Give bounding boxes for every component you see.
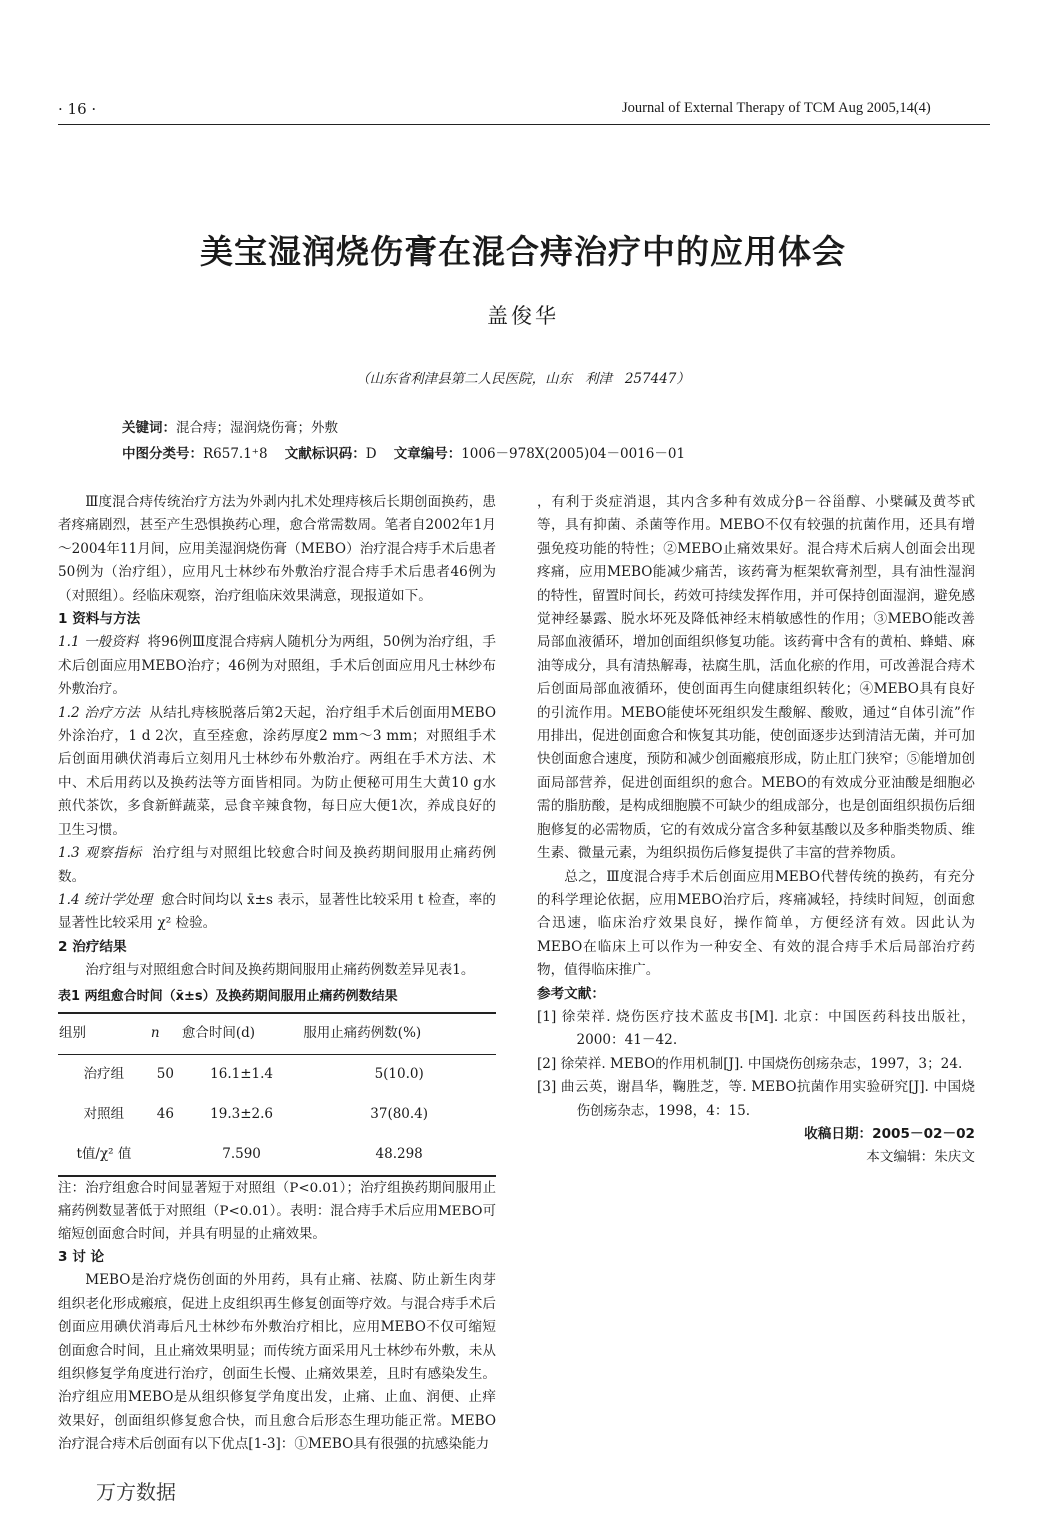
clc-label: 中图分类号： [122,446,203,462]
reference-item: [1] 徐荣祥. 烧伤医疗技术蓝皮书[M]. 北京：中国医药科技出版社，2000：41－42. [537,1008,975,1049]
doc-code-value: D [365,446,377,462]
table-cell: 治疗组 [83,1066,125,1083]
doc-code-label: 文献标识码： [284,446,366,462]
table-cell: 7.590 [222,1146,261,1163]
section-2-heading: 2 治疗结果 [58,938,127,955]
table-cell: 48.298 [375,1146,423,1163]
wanfang-watermark: 万方数据 [96,1480,176,1504]
references-heading: 参考文献： [537,985,605,1002]
section-3-heading: 3 讨 论 [58,1248,105,1265]
discussion-paragraph: MEBO是治疗烧伤创面的外用药，具有止痛、祛腐、防止新生肉芽组织老化形成瘢痕，促进上皮组织再生修复创面等疗效。与混合痔手术后创面应用碘伏消毒后凡士林纱布外敷治疗相比，应用MEBO不仅可缩短创面愈合时间，且止痛效果明显；而传统方面采用凡士林纱布外敷，未从组织修复学角度进行治疗，创面生长慢、止痛效果差，且时有感染发生。治疗组应用MEBO是从组织修复学角度出发，止痛、止血、润便、止痒效果好，创面组织修复愈合快，而且愈合后形态生理功能正常。MEBO治疗混合痔术后创面有以下优点[1-3]：①MEBO具有很强的抗感染能力 [58,1272,496,1453]
table-header-cell: 服用止痛药例数(%) [303,1025,422,1042]
article-title: 美宝湿润烧伤膏在混合痔治疗中的应用体会 [200,232,846,271]
subsection-1-4-title: 1.4 统计学处理 [58,891,153,908]
table-cell: 19.3±2.6 [210,1106,273,1123]
results-table [58,1012,496,1177]
article-metadata [122,415,685,467]
reference-item: [3] 曲云英，谢昌华，鞠胜芝，等. MEBO抗菌作用实验研究[J]. 中国烧伤创疡杂志，1998，4：15. [537,1079,975,1119]
article-author: 盖俊华 [487,304,559,328]
page-number: · 16 · [58,100,97,118]
table-cell: 50 [156,1066,174,1083]
table-cell: 16.1±1.4 [210,1066,273,1083]
keywords-line [122,415,685,441]
table-cell: 5(10.0) [374,1066,424,1083]
subsection-1-3-title: 1.3 观察指标 [58,845,143,862]
article-id-value: 1006－978X(2005)04－0016－01 [461,446,686,462]
classification-line [122,441,685,467]
reference-item: [2] 徐荣祥. MEBO的作用机制[J]. 中国烧伤创疡杂志，1997，3；24. [537,1055,963,1072]
subsection-1-2 [58,702,496,842]
table-header-cell: n [150,1025,160,1042]
table-header-cell: 愈合时间(d) [181,1025,256,1042]
editor-credit: 本文编辑：朱庆文 [866,1149,975,1166]
subsection-1-1 [58,631,496,701]
keywords-label: 关键词： [122,420,176,436]
table-row [58,1054,496,1095]
table-cell [150,1135,181,1176]
table-cell: 对照组 [83,1106,125,1123]
section-1-heading: 1 资料与方法 [58,611,141,628]
table-cell: 37(80.4) [370,1106,429,1123]
table-cell: 46 [156,1106,174,1123]
keywords-value: 混合痔；湿润烧伤膏；外敷 [176,420,338,436]
subsection-1-1-title: 1.1 一般资料 [58,634,139,651]
table-header-row [58,1013,496,1055]
conclusion-paragraph: 总之，Ⅲ度混合痔手术后创面应用MEBO代替传统的换药，有充分的科学理论依据，应用MEBO治疗后，疼痛减轻，持续时间短，创面愈合迅速，临床治疗效果良好，操作简单，方便经济有效。因此认为MEBO在临床上可以作为一种安全、有效的混合痔手术后局部治疗药物，值得临床推广。 [537,868,975,979]
table-note: 注：治疗组愈合时间显著短于对照组（P<0.01）；治疗组换药期间服用止痛药例数显著低于对照组（P<0.01）。表明：混合痔手术后应用MEBO可缩短创面愈合时间，并具有明显的止痛效果。 [58,1180,496,1242]
references-list [537,1006,975,1123]
subsection-1-3 [58,842,496,889]
table-header-cell: 组别 [59,1025,86,1042]
header-rule [58,124,990,125]
table-row [58,1095,496,1135]
journal-header: Journal of External Therapy of TCM Aug 2005,14(4) [622,100,931,116]
subsection-1-2-title: 1.2 治疗方法 [58,704,140,721]
subsection-1-4 [58,889,496,936]
author-affiliation: （山东省利津县第二人民医院，山东 利津 257447） [356,371,690,387]
intro-paragraph: Ⅲ度混合痔传统治疗方法为外剥内扎术处理痔核后长期创面换药，患者疼痛剧烈，甚至产生恐惧换药心理，愈合常需数周。笔者自2002年1月～2004年11月间，应用美湿润烧伤膏（MEBO）治疗混合痔手术后患者50例为（治疗组），应用凡士林纱布外敷治疗混合痔手术后患者46例为（对照组）。经临床观察，治疗组临床效果满意，现报道如下。 [58,494,496,604]
section-2-text: 治疗组与对照组愈合时间及换药期间服用止痛药例数差异见表1。 [85,962,475,979]
table-cell: t值/χ² 值 [76,1146,132,1163]
table-row [58,1135,496,1176]
discussion-paragraph-continued: ，有利于炎症消退，其内含多种有效成分β－谷甾醇、小檗碱及黄芩甙等，具有抑菌、杀菌等作用。MEBO不仅有较强的抗菌作用，还具有增强免疫功能的特性；②MEBO止痛效果好。混合痔术后病人创面会出现疼痛，应用MEBO能减少痛苦，该药膏为框架软膏剂型，具有油性湿润的特性，留置时间长，药效可持续发挥作用，并可保持创面湿润，避免感觉神经暴露、脱水坏死及降低神经末梢敏感性的作用；③MEBO能改善局部血液循环，增加创面组织修复功能。该药膏中含有的黄柏、蜂蜡、麻油等成分，具有清热解毒，祛腐生肌，活血化瘀的作用，可改善混合痔术后创面局部血液循环，使创面再生向健康组织转化；④MEBO具有良好的引流作用。MEBO能使坏死组织发生酸解、酸败，通过“自体引流”作用排出，促进创面愈合和恢复其功能，使创面逐步达到清洁无菌，并可加快创面愈合速度，预防和减少创面瘢痕形成，防止肛门狭窄；⑤能增加创面局部营养，促进创面组织的愈合。MEBO的有效成分亚油酸是细胞必需的脂肪酸，是构成细胞膜不可缺少的组成部分，也是创面组织损伤后细胞修复的必需物质，它的有效成分富含多种氨基酸以及多种脂类物质、维生素、微量元素，为组织损伤后修复提供了丰富的营养物质。 [537,494,975,862]
article-id-label: 文章编号： [393,446,462,462]
clc-value: R657.1⁺8 [203,446,268,462]
subsection-1-3-text: 治疗组与对照组比较愈合时间及换药期间服用止痛药例数。 [58,845,496,885]
table-caption: 表1 两组愈合时间（x̄±s）及换药期间服用止痛药例数结果 [58,988,398,1004]
subsection-1-4-text: 愈合时间均以 x̄±s 表示，显著性比较采用 t 检查，率的显著性比较采用 χ² 检验。 [58,891,496,932]
right-column [537,491,975,1170]
received-date: 收稿日期：2005－02－02 [804,1125,975,1142]
left-column [58,491,496,1457]
subsection-1-2-text: 从结扎痔核脱落后第2天起，治疗组手术后创面用MEBO外涂治疗，1 d 2次，直至痊愈，涂药厚度2 mm～3 mm；对照组手术后创面用碘伏消毒后立刻用凡士林纱布外敷治疗。两组在手术方法、术中、术后用药以及换药法等方面皆相同。为防止便秘可用生大黄10 g水煎代茶饮，多食新鲜蔬菜，忌食辛辣食物，每日应大便1次，养成良好的卫生习惯。 [58,704,496,838]
subsection-1-1-text: 将96例Ⅲ度混合痔病人随机分为两组，50例为治疗组，手术后创面应用MEBO治疗；46例为对照组，手术后创面应用凡士林纱布外敷治疗。 [58,634,496,698]
